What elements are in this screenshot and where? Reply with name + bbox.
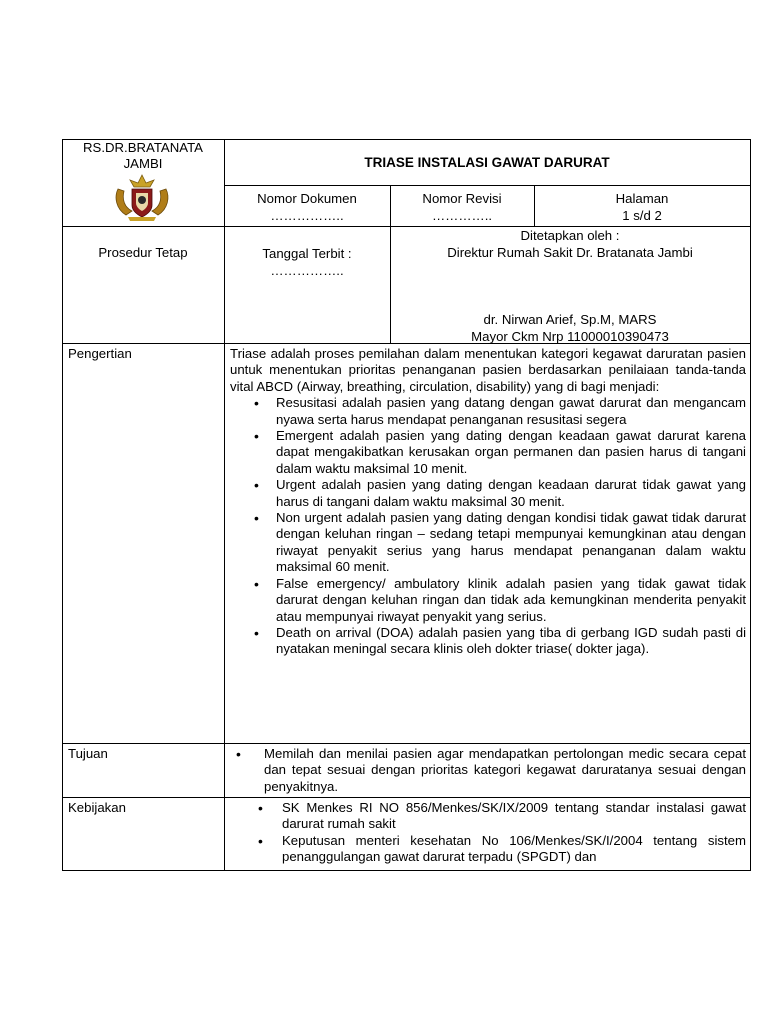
list-item: • Death on arrival (DOA) adalah pasien yang tiba di gerbang IGD sudah pasti di nyatakan meningal secara klinis oleh dokter triase( dokter jaga). <box>230 625 746 658</box>
nomor-dokumen-cell <box>224 190 390 224</box>
list-item: • Keputusan menteri kesehatan No 106/Menkes/SK/I/2004 tentang sistem penanggulangan gawat darurat terpadu (SPGDT) dan <box>230 833 746 866</box>
pengertian-intro: Triase adalah proses pemilahan dalam menentukan kategori kegawat daruratan pasien untuk menentukan prioritas penanganan pasien berdasarkan penilaiaan tanda-tanda vital ABCD (Airway, breathing, circulation, disability) yang di bagi menjadi: <box>230 346 746 394</box>
signer-rank: Mayor Ckm Nrp 11000010390473 <box>471 328 669 344</box>
prosedur-tetap-label: Prosedur Tetap <box>98 245 188 260</box>
pengertian-list <box>230 395 746 658</box>
list-item: • Memilah dan menilai pasien agar mendapatkan pertolongan medic secara cepat dan tepat sesuai dengan prioritas kategori kegawat daruratanya sesuai dengan penyakitnya. <box>230 746 746 795</box>
nomor-dokumen-label: Nomor Dokumen <box>257 191 357 206</box>
signature-block <box>390 312 750 345</box>
tanggal-terbit-cell <box>224 245 390 279</box>
halaman-value: 1 s/d 2 <box>622 208 662 223</box>
list-item: • Emergent adalah pasien yang dating dengan keadaan gawat darurat karena dapat mengakibatkan kerusakan organ permanen dan pasien harus di tangani dalam waktu maksimal 10 menit. <box>230 428 746 477</box>
ditetapkan-label: Ditetapkan oleh : <box>520 228 620 243</box>
institution-name <box>62 140 224 172</box>
nomor-revisi-label: Nomor Revisi <box>422 191 502 206</box>
halaman-label: Halaman <box>615 191 669 206</box>
signer-name: dr. Nirwan Arief, Sp.M, MARS <box>483 312 657 327</box>
institution-line-2: JAMBI <box>123 156 163 171</box>
ditetapkan-block <box>390 228 750 261</box>
direktur-title: Direktur Rumah Sakit Dr. Bratanata Jambi <box>447 244 693 260</box>
pengertian-content <box>230 346 746 658</box>
pengertian-label: Pengertian <box>68 346 132 361</box>
halaman-cell <box>534 190 750 224</box>
tanggal-terbit-label: Tanggal Terbit : <box>262 246 352 261</box>
tujuan-content <box>230 746 746 795</box>
list-item: • SK Menkes RI NO 856/Menkes/SK/IX/2009 tentang standar instalasi gawat darurat rumah sakit <box>230 800 746 833</box>
nomor-revisi-value: ………….. <box>431 208 493 223</box>
list-item: • Urgent adalah pasien yang dating dengan keadaan darurat tidak gawat yang harus di tangani dalam waktu maksimal 30 menit. <box>230 477 746 510</box>
kebijakan-label: Kebijakan <box>68 800 126 815</box>
tanggal-terbit-value: …………….. <box>270 263 344 278</box>
nomor-dokumen-value: …………….. <box>270 208 344 223</box>
kebijakan-list <box>230 800 746 866</box>
nomor-revisi-cell <box>390 190 534 224</box>
institution-line-1: RS.DR.BRATANATA <box>83 140 203 155</box>
document-title: TRIASE INSTALASI GAWAT DARURAT <box>364 155 610 170</box>
tujuan-label: Tujuan <box>68 746 108 761</box>
tujuan-list <box>230 746 746 795</box>
list-item: • False emergency/ ambulatory klinik adalah pasien yang tidak gawat tidak darurat dengan keluhan ringan dan tidak ada kemungkinan menderita penyakit atau mempunyai riwayat penyakit yang serius. <box>230 576 746 625</box>
kebijakan-content <box>230 800 746 870</box>
list-item: • Resusitasi adalah pasien yang datang dengan gawat darurat dan mengancam nyawa serta harus mendapat penanganan resusitasi segera <box>230 395 746 428</box>
list-item: • Non urgent adalah pasien yang dating dengan kondisi tidak gawat tidak darurat dengan keluhan ringan – sedang tetapi mempunyai kemungkinan atau dengan riwayat penyakit serius yang harus mendapat penanganan dalam waktu maksimal 60 menit. <box>230 510 746 576</box>
hospital-emblem <box>108 171 176 223</box>
